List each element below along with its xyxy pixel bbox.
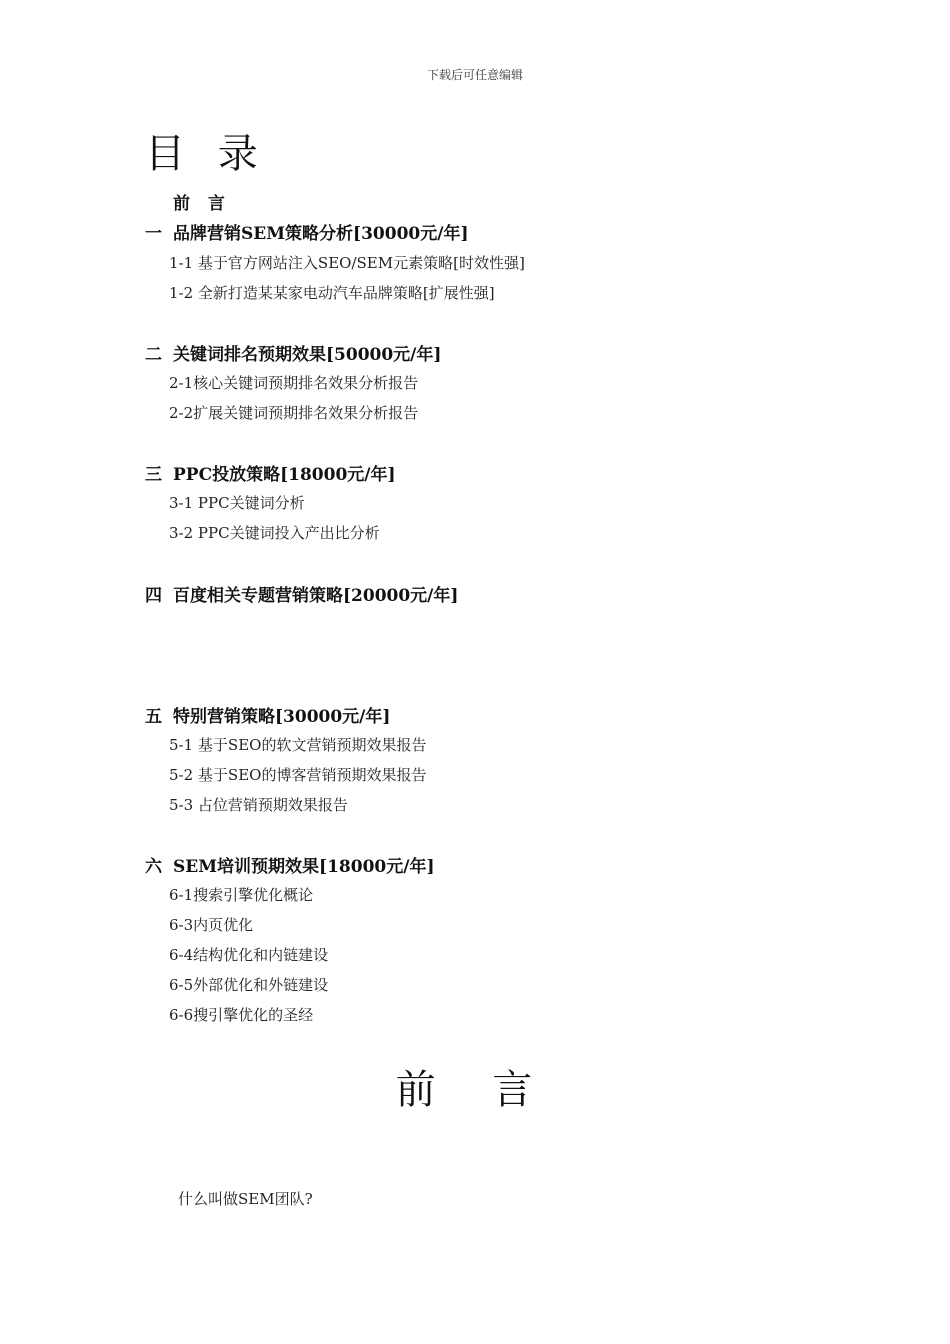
section-number: 四 <box>145 586 162 606</box>
toc-item[interactable]: 3-1 PPC关键词分析 <box>169 494 305 512</box>
section-number: 三 <box>145 465 162 485</box>
preface-title: 前 言 <box>395 1067 555 1113</box>
toc-section-4[interactable] <box>145 581 458 606</box>
section-title: PPC投放策略[18000元/年] <box>173 465 396 485</box>
section-title: 百度相关专题营销策略[20000元/年] <box>173 586 459 606</box>
toc-item[interactable]: 6-1搜索引擎优化概论 <box>169 886 314 904</box>
toc-section-1[interactable] <box>145 219 469 244</box>
section-title: 特别营销策略[30000元/年] <box>173 707 391 727</box>
toc-item[interactable]: 6-4结构优化和内链建设 <box>169 946 329 964</box>
toc-item[interactable]: 2-2扩展关键词预期排名效果分析报告 <box>169 404 419 422</box>
toc-title: 目 录 <box>145 131 268 177</box>
toc-section-3[interactable] <box>145 460 396 485</box>
toc-item[interactable]: 1-2 全新打造某某家电动汽车品牌策略[扩展性强] <box>169 284 495 302</box>
toc-item[interactable]: 6-5外部优化和外链建设 <box>169 976 329 994</box>
toc-item[interactable]: 5-1 基于SEO的软文营销预期效果报告 <box>169 736 427 754</box>
toc-item[interactable]: 5-3 占位营销预期效果报告 <box>169 796 348 814</box>
toc-item[interactable]: 6-3内页优化 <box>169 916 254 934</box>
toc-section-5[interactable] <box>145 702 390 727</box>
section-title: SEM培训预期效果[18000元/年] <box>173 857 435 877</box>
toc-item[interactable]: 3-2 PPC关键词投入产出比分析 <box>169 524 380 542</box>
toc-item[interactable]: 2-1核心关键词预期排名效果分析报告 <box>169 374 419 392</box>
header-note: 下载后可任意编辑 <box>426 68 523 82</box>
section-number: 一 <box>145 224 162 244</box>
toc-preface-entry[interactable]: 前 言 <box>173 194 231 214</box>
section-number: 六 <box>145 857 162 877</box>
toc-section-2[interactable] <box>145 340 441 365</box>
toc-item[interactable]: 5-2 基于SEO的博客营销预期效果报告 <box>169 766 427 784</box>
toc-section-6[interactable] <box>145 852 435 877</box>
toc-item[interactable]: 1-1 基于官方网站注入SEO/SEM元素策略[时效性强] <box>169 254 525 272</box>
section-title: 品牌营销SEM策略分析[30000元/年] <box>173 224 469 244</box>
toc-item[interactable]: 6-6搜引擎优化的圣经 <box>169 1006 314 1024</box>
section-title: 关键词排名预期效果[50000元/年] <box>173 345 442 365</box>
section-number: 五 <box>145 707 162 727</box>
section-number: 二 <box>145 345 162 365</box>
preface-question: 什么叫做SEM团队? <box>178 1190 313 1208</box>
